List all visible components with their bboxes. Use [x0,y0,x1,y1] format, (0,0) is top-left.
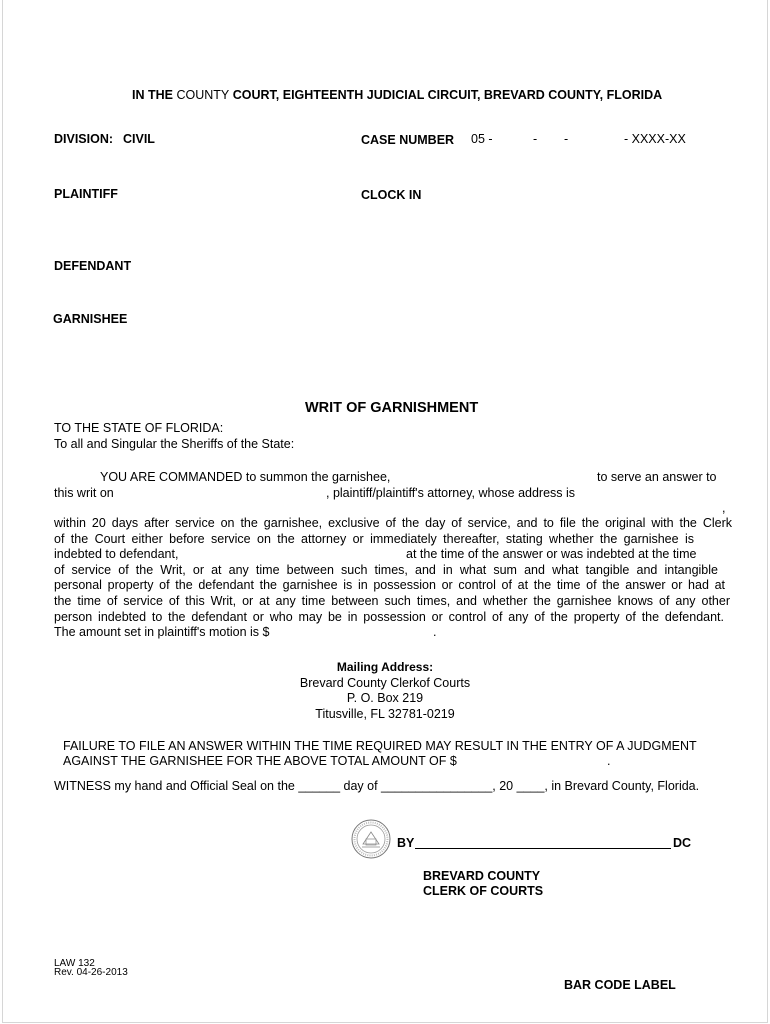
plaintiff-label: PLAINTIFF [54,187,118,201]
form-revision: Rev. 04-26-2013 [54,967,128,978]
dc-label: DC [673,836,692,850]
body-line-3-start: indebted to defendant, [54,547,179,561]
court-heading-suffix: COURT, EIGHTEENTH JUDICIAL CIRCUIT, BREVARD COUNTY, FLORIDA [232,88,663,102]
division-label: DIVISION: [54,132,114,146]
case-number-dash: - [533,132,538,146]
case-number-prefix: 05 - [471,132,493,146]
by-label: BY [397,836,415,850]
case-number-suffix: - XXXX-XX [624,132,686,146]
defendant-label: DEFENDANT [54,259,132,273]
commanded-text-end: to serve an answer to [597,470,717,484]
body-line-2: of the Court either before service on the attorney or immediately thereafter, stating whether the garnishee is [54,532,694,546]
writ-title: WRIT OF GARNISHMENT [305,400,479,416]
case-number-dash: - [564,132,569,146]
body-line-7: person indebted to the defendant or who may be in possession or control of any of the property of the defendant. [54,610,724,624]
court-heading-prefix: IN THE [132,88,173,102]
body-line-1: within 20 days after service on the garnishee, exclusive of the day of service, and to file the original with the Clerk [54,516,732,530]
clerk-of-courts: CLERK OF COURTS [423,884,544,898]
signature-line [415,848,671,849]
attorney-text: , plaintiff/plaintiff's attorney, whose address is [326,486,576,500]
garnishee-label: GARNISHEE [53,312,128,326]
court-type: COUNTY [176,88,230,102]
page-frame [2,0,768,1023]
form-id: LAW 132 [54,958,95,969]
clerk-county: BREVARD COUNTY [423,869,541,883]
division-value: CIVIL [123,132,155,146]
address-comma: , [722,501,726,515]
to-state-line: TO THE STATE OF FLORIDA: [54,421,224,435]
failure-notice-line-1: FAILURE TO FILE AN ANSWER WITHIN THE TIME REQUIRED MAY RESULT IN THE ENTRY OF A JUDGMENT [63,739,697,753]
bar-code-label: BAR CODE LABEL [564,978,676,992]
court-heading [132,88,662,102]
mailing-address-label: Mailing Address: [336,660,434,674]
this-writ-text: this writ on [54,486,114,500]
body-line-4: of service of the Writ, or at any time between such times, and in what sum and what tangible and intangible [54,563,718,577]
clerk-seal-icon [351,819,391,859]
amount-period: . [433,625,437,639]
body-line-3-end: at the time of the answer or was indebted at the time [406,547,697,561]
body-line-5: personal property of the defendant the garnishee is in possession or control of at the time of the answer or had at [54,578,725,592]
mailing-address-line-2: P. O. Box 219 [346,691,424,705]
mailing-address-line-1: Brevard County Clerkof Courts [299,676,471,690]
commanded-text: YOU ARE COMMANDED to summon the garnishee, [100,470,391,484]
failure-notice-period: . [607,754,611,768]
case-number-label: CASE NUMBER [361,133,455,147]
to-sheriffs-line: To all and Singular the Sheriffs of the State: [54,437,295,451]
witness-line: WITNESS my hand and Official Seal on the ______ day of ________________, 20 ____, in Brevard County, Florida. [54,779,700,793]
failure-notice-line-2: AGAINST THE GARNISHEE FOR THE ABOVE TOTAL AMOUNT OF $ [63,754,457,768]
clock-in-label: CLOCK IN [361,188,422,202]
mailing-address-line-3: Titusville, FL 32781-0219 [315,707,455,721]
body-line-6: the time of service of this Writ, or at any time between such times, and whether the garnishee knows of any other [54,594,730,608]
amount-text: The amount set in plaintiff's motion is $ [54,625,270,639]
